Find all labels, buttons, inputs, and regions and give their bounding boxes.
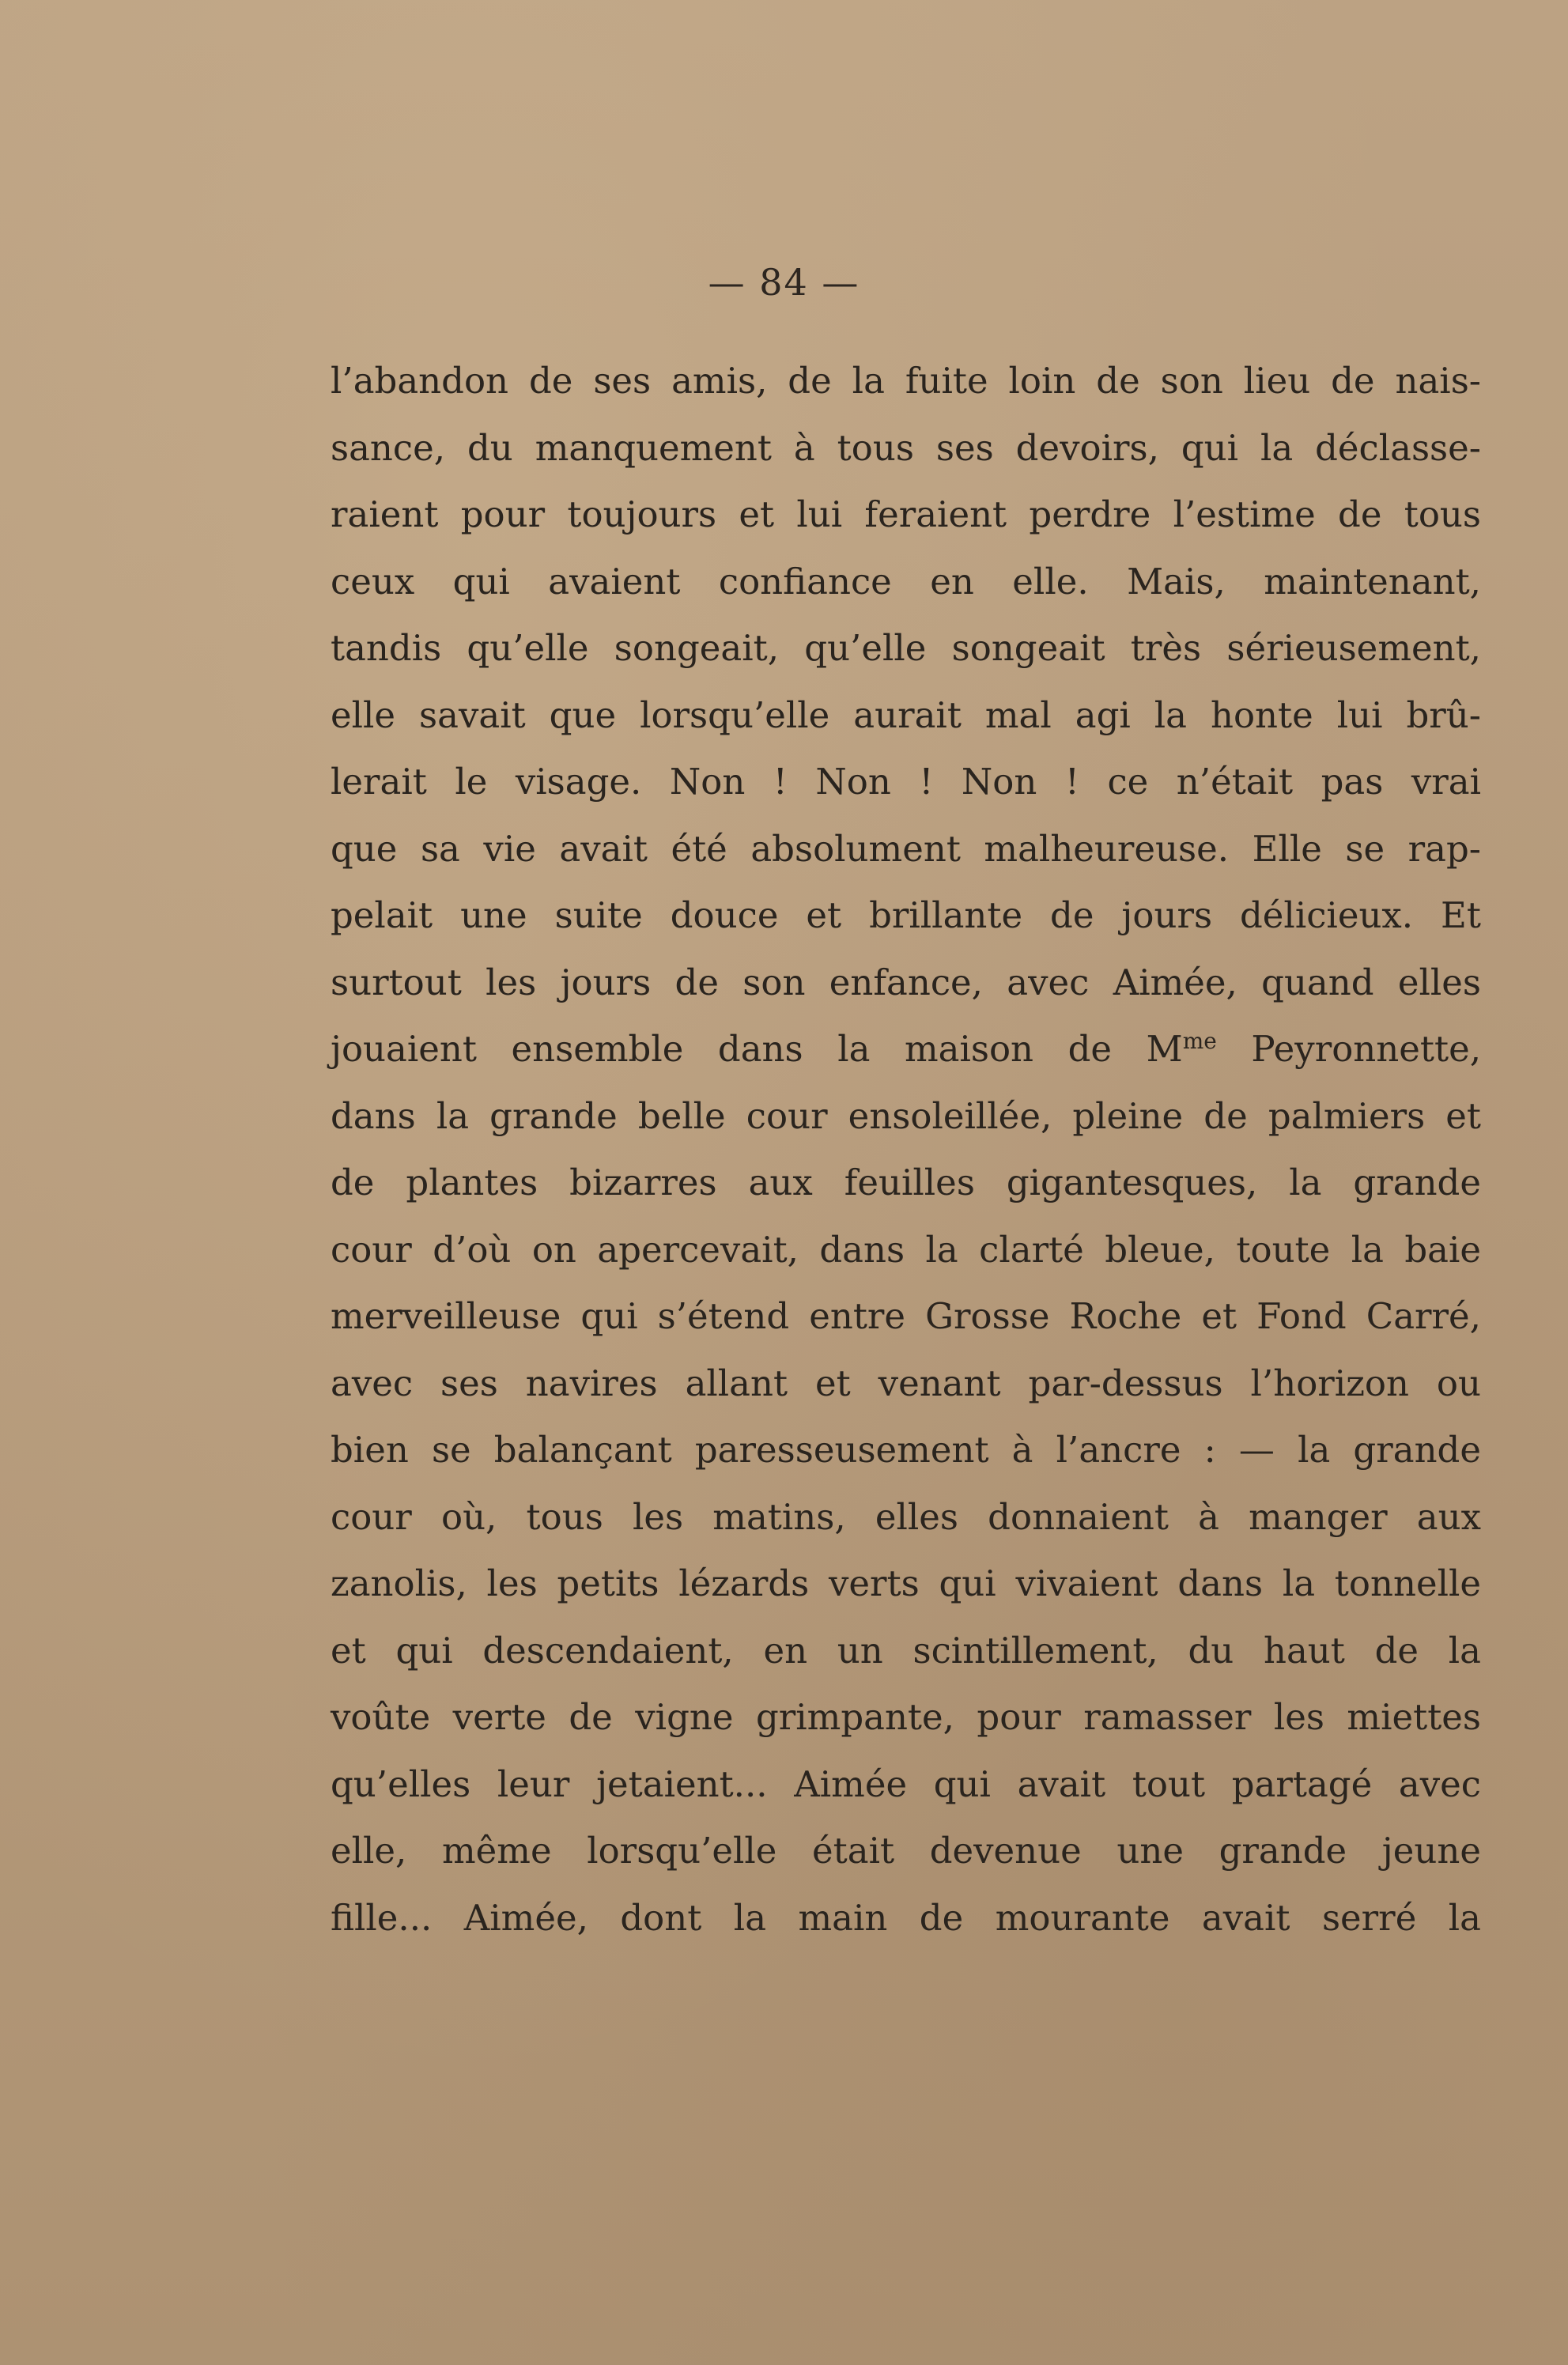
text-line-with-superscript <box>331 1016 1481 1083</box>
text-line: elle savait que lorsqu’elle aurait mal agi la honte lui brû- <box>331 693 1481 736</box>
text-line: elle, même lorsqu’elle était devenue une grande jeune <box>331 1830 1481 1872</box>
text-line: lerait le visage. Non ! Non ! Non ! ce n’était pas vrai <box>331 761 1481 803</box>
text-line: cour d’où on apercevait, dans la clarté bleue, toute la baie <box>331 1228 1481 1271</box>
text-line: surtout les jours de son enfance, avec Aimée, quand elles <box>331 961 1481 1003</box>
body-text <box>331 348 1481 1951</box>
text-line: de plantes bizarres aux feuilles gigantesques, la grande <box>331 1162 1481 1203</box>
text-line-head: jouaient ensemble dans la maison de M <box>331 1028 1183 1070</box>
text-line: ceux qui avaient confiance en elle. Mais, maintenant, <box>331 560 1481 603</box>
superscript: me <box>1182 1028 1217 1054</box>
text-line: fille... Aimée, dont la main de mourante avait serré la <box>331 1896 1481 1939</box>
text-line: pelait une suite douce et brillante de jours délicieux. Et <box>331 894 1481 936</box>
text-line-tail: Peyronnette, <box>1216 1028 1482 1070</box>
text-line: dans la grande belle cour ensoleillée, pleine de palmiers et <box>331 1094 1481 1137</box>
text-line: l’abandon de ses amis, de la fuite loin de son lieu de nais- <box>331 360 1481 402</box>
text-line: merveilleuse qui s’étend entre Grosse Roche et Fond Carré, <box>331 1295 1481 1337</box>
text-line: cour où, tous les matins, elles donnaient à manger aux <box>331 1495 1481 1538</box>
page-number: — 84 — <box>708 261 860 304</box>
text-line: sance, du manquement à tous ses devoirs, qui la déclasse- <box>331 426 1481 469</box>
text-line: bien se balançant paresseusement à l’ancre : — la grande <box>331 1429 1481 1471</box>
text-line: qu’elles leur jetaient... Aimée qui avait tout partagé avec <box>331 1762 1481 1805</box>
text-line: tandis qu’elle songeait, qu’elle songeait très sérieusement, <box>331 627 1481 669</box>
text-line: et qui descendaient, en un scintillement, du haut de la <box>331 1629 1481 1672</box>
text-line: avec ses navires allant et venant par-dessus l’horizon ou <box>331 1362 1481 1404</box>
text-line: que sa vie avait été absolument malheureuse. Elle se rap- <box>331 827 1481 870</box>
text-line: raient pour toujours et lui feraient perdre l’estime de tous <box>331 493 1481 535</box>
text-line: zanolis, les petits lézards verts qui vivaient dans la tonnelle <box>331 1562 1481 1604</box>
text-line: voûte verte de vigne grimpante, pour ramasser les miettes <box>331 1696 1481 1738</box>
